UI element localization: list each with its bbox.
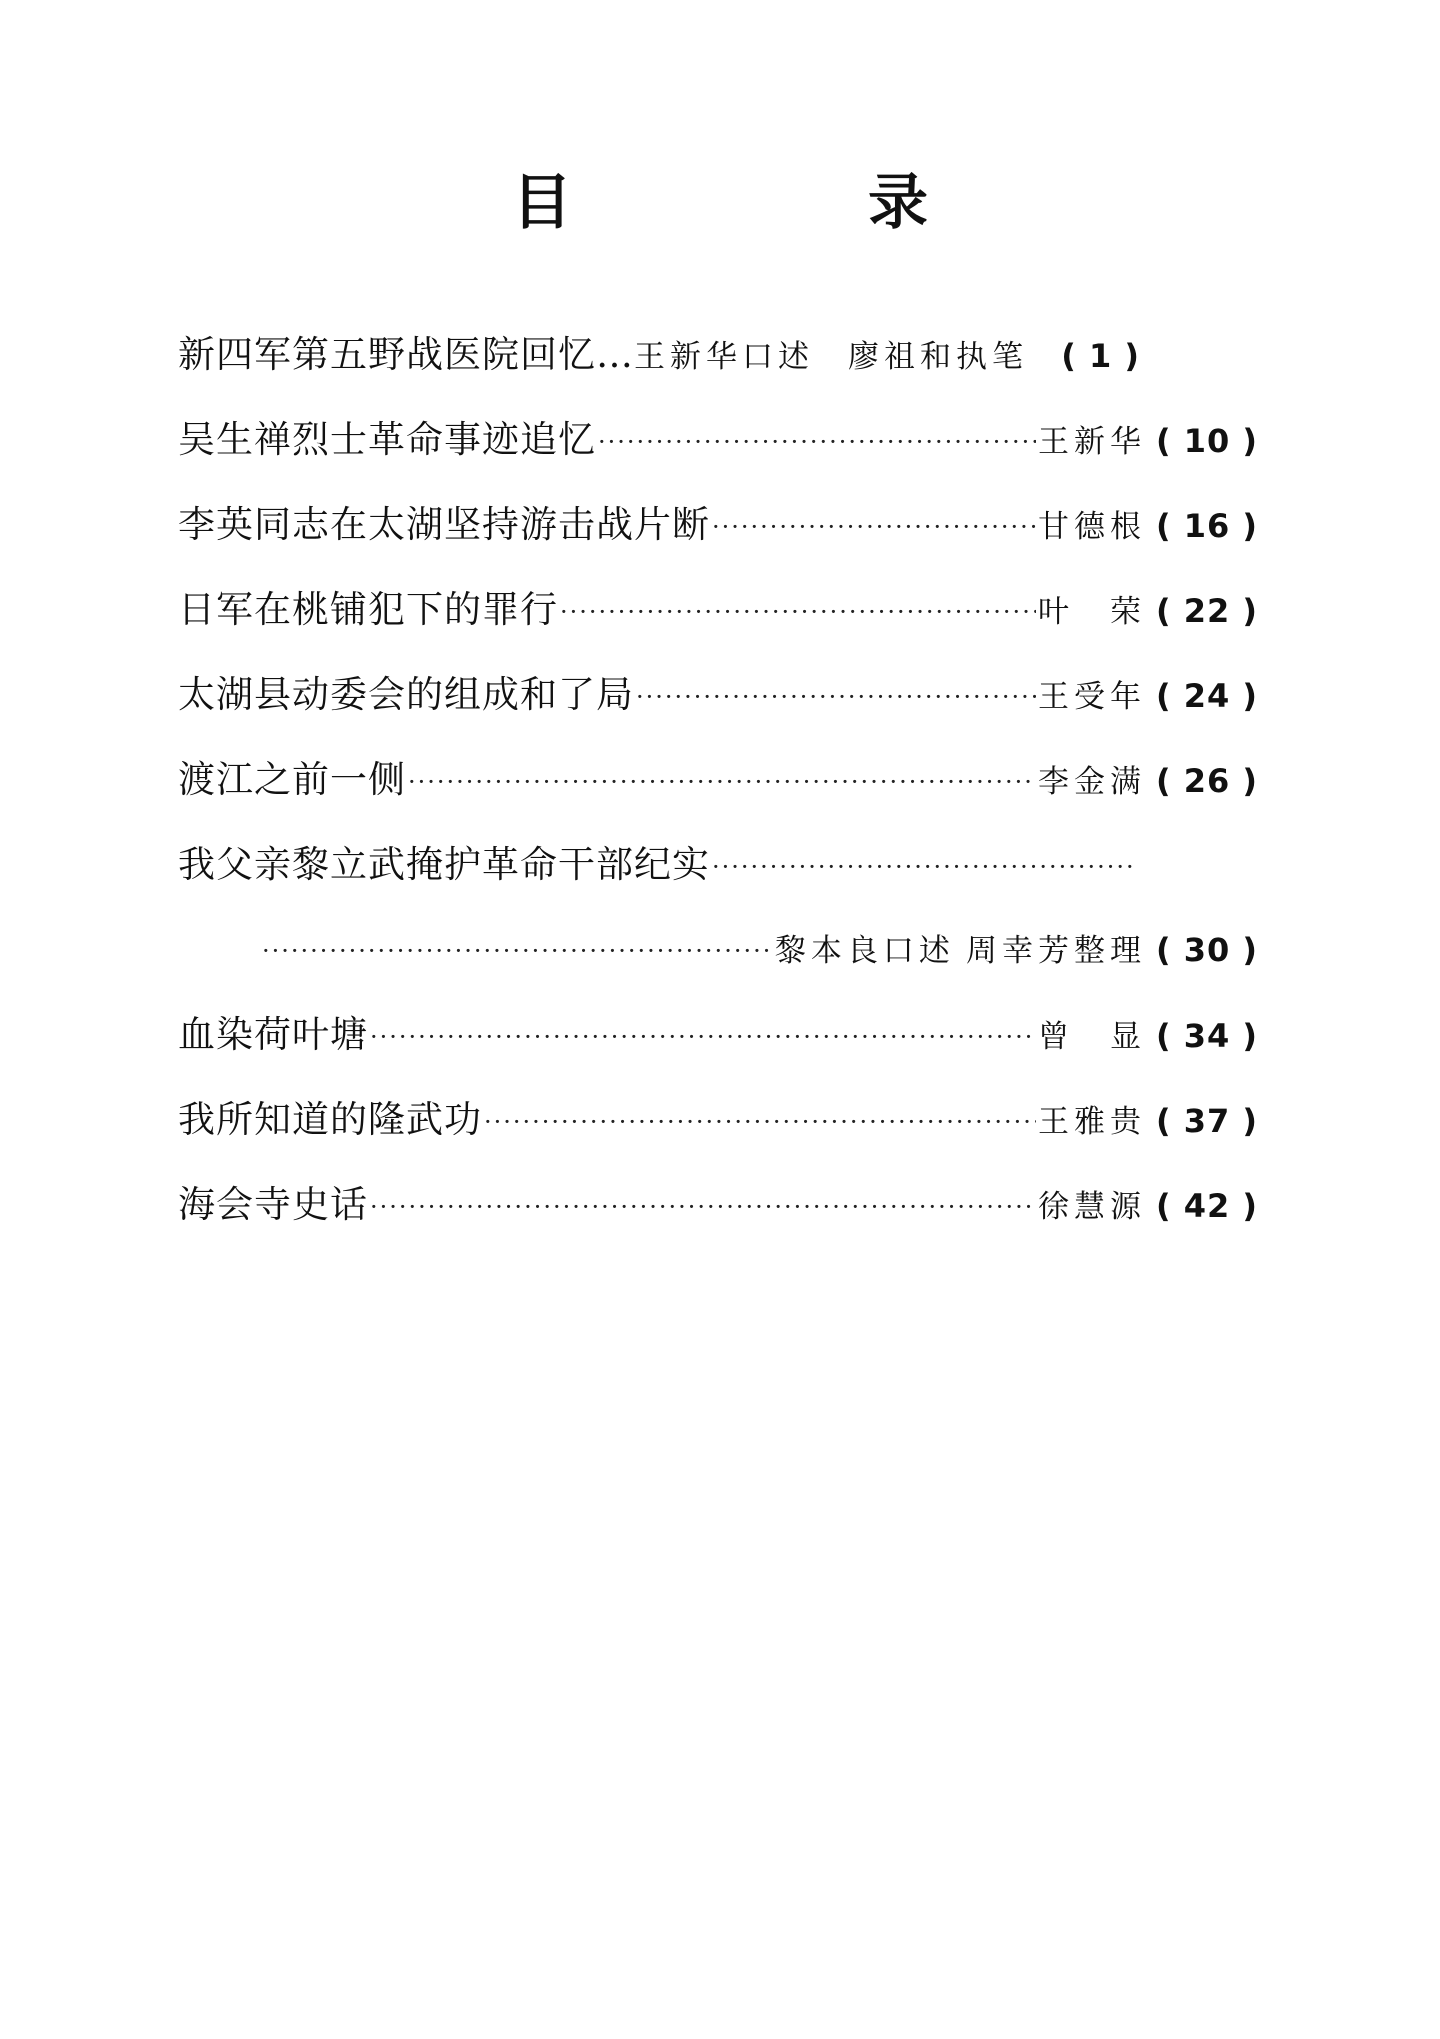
entry-title: 李英同志在太湖坚持游击战片断	[178, 503, 710, 546]
entry-page-number: ( 37 )	[1155, 1102, 1258, 1140]
entry-title: 我父亲黎立武掩护革命干部纪实	[178, 843, 710, 886]
entry-title: 渡江之前一侧	[178, 758, 406, 801]
toc-entry[interactable]	[178, 1010, 1258, 1095]
toc-entry[interactable]	[178, 670, 1258, 755]
entry-title: 海会寺史话	[178, 1183, 368, 1226]
entry-title: 新四军第五野战医院回忆…	[178, 333, 634, 376]
dot-leader	[636, 672, 1036, 722]
entry-author: 王新华口述	[634, 339, 814, 375]
toc-entry[interactable]	[178, 840, 1258, 925]
toc-entry[interactable]	[178, 330, 1258, 415]
entry-author-secondary: 廖祖和执笔	[848, 339, 1028, 375]
entry-author: 黎本良口述	[774, 933, 955, 969]
dot-leader	[370, 1012, 1036, 1062]
dot-leader	[712, 842, 1132, 892]
entry-author-secondary: 周幸芳整理	[966, 933, 1146, 969]
toc-entry[interactable]	[178, 500, 1258, 585]
entry-title: 吴生禅烈士革命事迹追忆	[178, 418, 596, 461]
entry-page-number: ( 10 )	[1155, 422, 1258, 460]
dot-leader	[598, 417, 1036, 467]
toc-entry[interactable]	[178, 415, 1258, 500]
toc-entry[interactable]	[178, 1180, 1258, 1265]
dot-leader	[560, 587, 1036, 637]
entry-title: 血染荷叶塘	[178, 1013, 368, 1056]
table-of-contents	[178, 330, 1258, 1265]
toc-entry[interactable]	[178, 585, 1258, 670]
entry-page-number: ( 26 )	[1155, 762, 1258, 800]
entry-page-number: ( 16 )	[1155, 507, 1258, 545]
entry-page-number: ( 24 )	[1155, 677, 1258, 715]
dot-leader	[262, 926, 773, 976]
page-title: 目 录	[512, 168, 1046, 238]
dot-leader	[408, 757, 1036, 807]
entry-page-number: ( 34 )	[1155, 1017, 1258, 1055]
entry-page-number: ( 42 )	[1155, 1187, 1258, 1225]
dot-leader	[370, 1182, 1036, 1232]
entry-author: 甘德根	[1038, 509, 1146, 545]
entry-author: 王雅贵	[1038, 1104, 1146, 1140]
entry-title: 日军在桃铺犯下的罪行	[178, 588, 558, 631]
entry-title: 太湖县动委会的组成和了局	[178, 673, 634, 716]
entry-title: 我所知道的隆武功	[178, 1098, 482, 1141]
dot-leader	[712, 502, 1036, 552]
toc-entry[interactable]	[178, 755, 1258, 840]
entry-author: 曾 显	[1038, 1019, 1146, 1055]
toc-entry-continuation[interactable]	[178, 925, 1258, 1010]
entry-page-number: ( 1 )	[1061, 337, 1140, 375]
entry-page-number: ( 30 )	[1155, 931, 1258, 969]
entry-author: 叶 荣	[1038, 594, 1146, 630]
entry-author: 徐慧源	[1038, 1189, 1146, 1225]
toc-entry[interactable]	[178, 1095, 1258, 1180]
entry-page-number: ( 22 )	[1155, 592, 1258, 630]
entry-author: 王新华	[1038, 424, 1146, 460]
dot-leader	[484, 1097, 1036, 1147]
entry-author: 王受年	[1038, 679, 1146, 715]
entry-author: 李金满	[1038, 764, 1146, 800]
